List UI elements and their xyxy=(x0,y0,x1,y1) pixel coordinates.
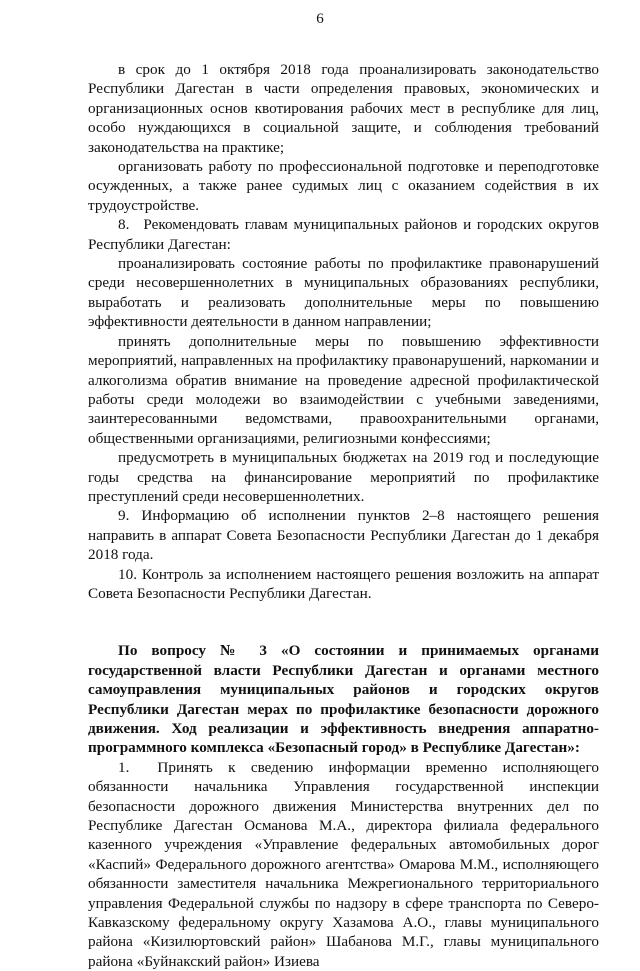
document-body xyxy=(88,60,599,971)
paragraph-prevention-measures: принять дополнительные меры по повышению эффективности мероприятий, направленных на профилактику правонарушений, наркомании и алкоголизма обратив внимание на проведение адресной профилактической работы среди молодежи во взаимодействии с учебными заведениями, заинтересованными ведомствами, правоохранительными органами, общественными организациями, религиозными конфессиями; xyxy=(88,332,599,447)
item-8-text: Рекомендовать главам муниципальных районов и городских округов Республики Дагестан: xyxy=(88,216,599,253)
paragraph-item-9: 9. Информацию об исполнении пунктов 2–8 настоящего решения направить в аппарат Совета Безопасности Республики Дагестан до 1 декабря 2018 года. xyxy=(88,507,599,564)
paragraph-minors-analysis: проанализировать состояние работы по профилактике правонарушений среди несовершеннолетних в муниципальных образованиях республики, выработать и реализовать дополнительные меры по повышению эффективности деятельности в данном направлении; xyxy=(88,255,599,331)
q3-item-1-text: Принять к сведению информации временно исполняющего обязанности начальника Управления государственной инспекции безопасности дорожного движения Министерства внутренних дел по Республике Дагестан Османова М.А., директора филиала федерального казенного учреждения «Управление федеральных автомобильных дорог «Каспий» Федерального дорожного агентства» Омарова М.М., исполняющего обязанности заместителя начальника Межрегионального территориального управления Федеральной службы по надзору в сфере транспорта по Северо-Кавказскому федеральному округу Хазамова А.О., главы муниципального района «Кизилюртовский район» Шабанова М.Г., главы муниципального района «Буйнакский район» Изиева xyxy=(88,758,599,970)
paragraph-item-8 xyxy=(88,215,599,254)
paragraph-item-10: 10. Контроль за исполнением настоящего решения возложить на аппарат Совета Безопасности Республики Дагестан. xyxy=(88,565,599,602)
paragraph-convict-training: организовать работу по профессиональной подготовке и переподготовке осужденных, а также ранее судимых лиц с оказанием содействия в их трудоустройстве. xyxy=(88,158,599,214)
page-number: 6 xyxy=(316,11,324,27)
q3-item-1-number: 1. xyxy=(118,758,130,776)
paragraph-budget-funding: предусмотреть в муниципальных бюджетах на 2019 год и последующие годы средства на финансирование мероприятий по профилактике преступлений среди несовершеннолетних. xyxy=(88,449,599,505)
item-8-number: 8. xyxy=(118,216,130,234)
paragraph-q3-item-1 xyxy=(88,758,599,971)
paragraph-quota-analysis: в срок до 1 октября 2018 года проанализировать законодательство Республики Дагестан в части определения правовых, экономических и организационных основ квотирования рабочих мест в республике для лиц, особо нуждающихся в социальной защите, и соблюдения требований законодательства на практике; xyxy=(88,61,599,156)
question-3-heading: По вопросу № 3 «О состоянии и принимаемых органами государственной власти Республики Дагестан и органами местного самоуправления муниципальных районов и городских округов Республики Дагестан мерах по профилактике безопасности дорожного движения. Ход реализации и эффективность внедрения аппаратно-программного комплекса «Безопасный город» в Республике Дагестан»: xyxy=(88,642,599,757)
